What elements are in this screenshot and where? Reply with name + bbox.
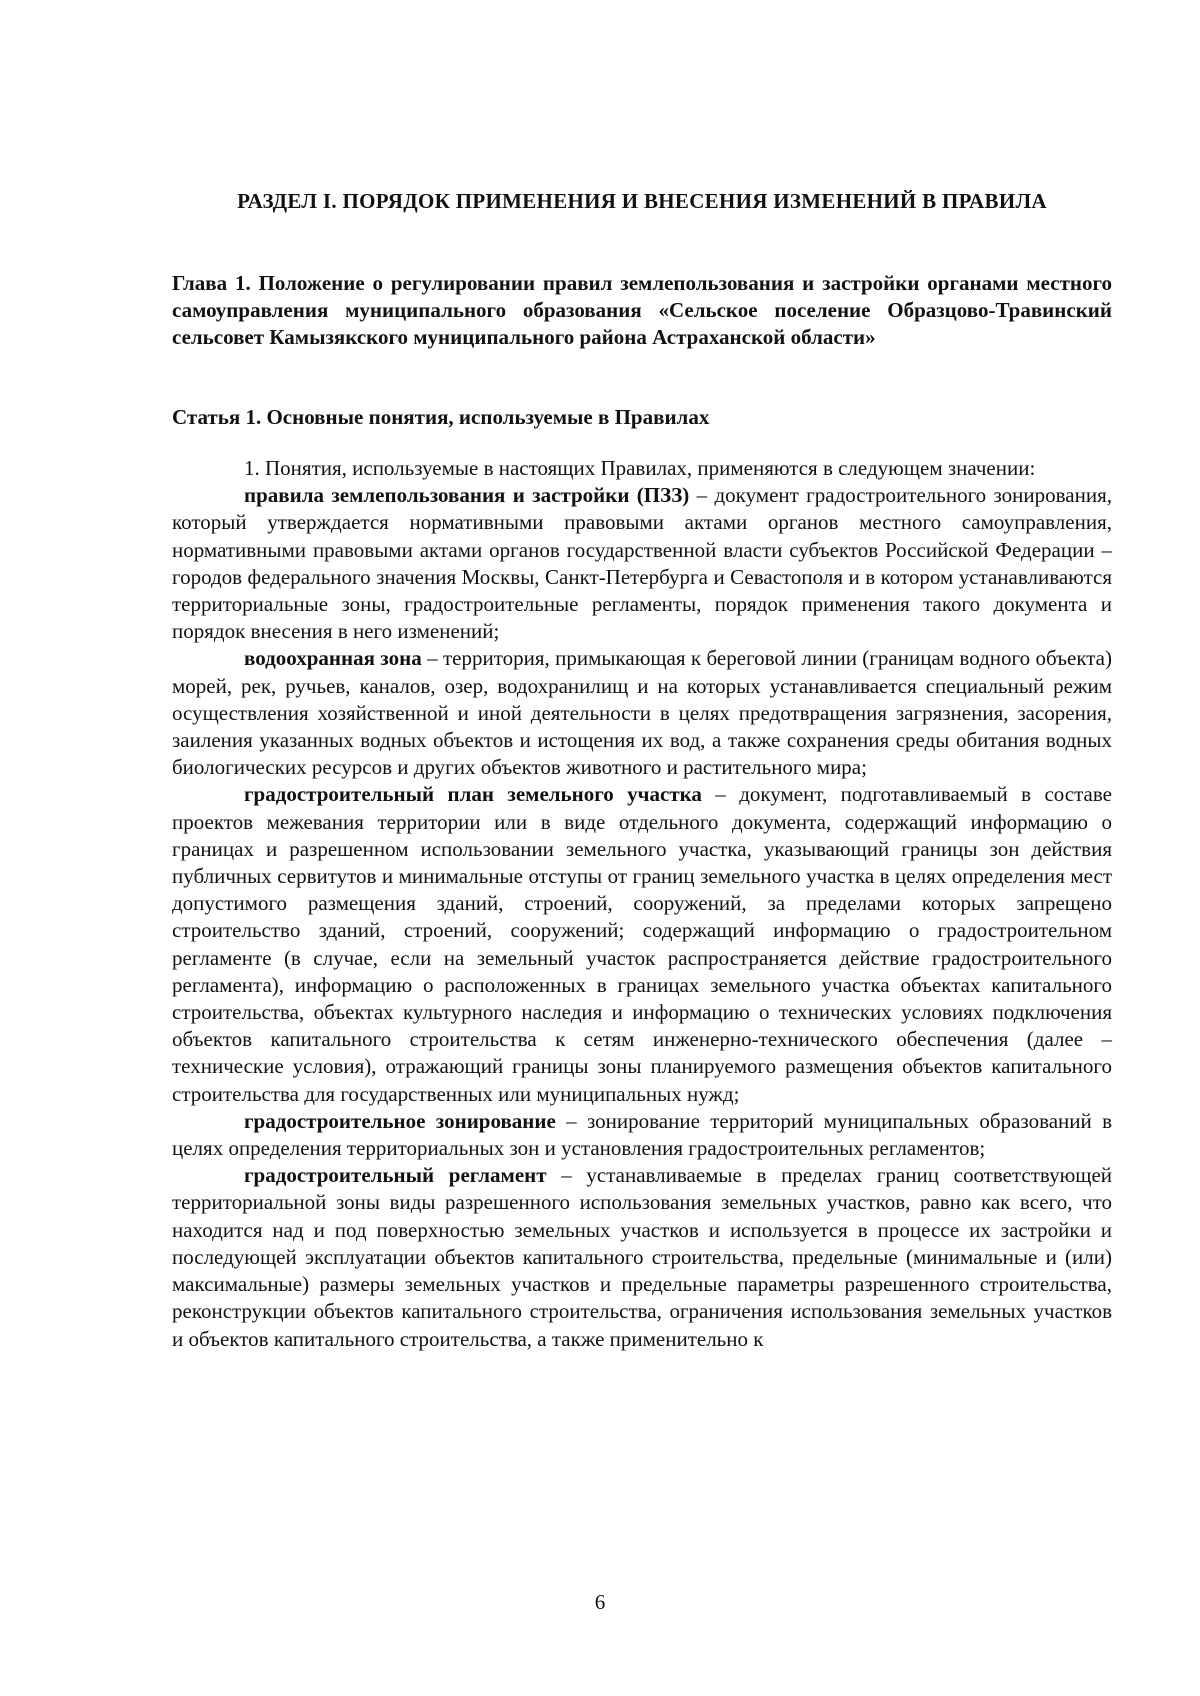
definition-paragraph <box>172 1162 1112 1352</box>
page-number: 6 <box>594 1590 606 1614</box>
section-title: РАЗДЕЛ I. ПОРЯДОК ПРИМЕНЕНИЯ И ВНЕСЕНИЯ ИЗМЕНЕНИЙ В ПРАВИЛА <box>237 189 1047 213</box>
chapter-title: Глава 1. Положение о регулировании правил землепользования и застройки органами местного самоуправления муниципального образования «Сельское поселение Образцово-Травинский сельсовет Камызякского муниципального района Астраханской области» <box>172 271 1112 349</box>
definition-term: водоохранная зона <box>244 646 422 671</box>
definition-paragraph <box>172 1108 1112 1162</box>
article-body <box>172 455 1112 1353</box>
definition-text: – документ, подготавливаемый в составе проектов межевания территории или в виде отдельного документа, содержащий информацию о границах и разрешенном использовании земельного участка, указывающий границы зон действия публичных сервитутов и минимальные отступы от границ земельного участка в целях определения мест допустимого размещения зданий, строений, сооружений, за пределами которых запрещено строительство зданий, строений, сооружений; содержащий информацию о градостроительном регламенте (в случае, если на земельный участок распространяется действие градостроительного регламента), информацию о расположенных в границах земельного участка объектах капитального строительства, объектах культурного наследия и информацию о технических условиях подключения объектов капитального строительства к сетям инженерно-технического обеспечения (далее – технические условия), отражающий границы зоны планируемого размещения объектов капитального строительства для государственных или муниципальных нужд; <box>172 782 1112 1106</box>
definition-paragraph <box>172 781 1112 1107</box>
definition-paragraph <box>172 482 1112 645</box>
definition-text: – территория, примыкающая к береговой линии (границам водного объекта) морей, рек, ручьев, каналов, озер, водохранилищ и на которых устанавливается специальный режим осуществления хозяйственной и иной деятельности в целях предотвращения загрязнения, засорения, заиления указанных водных объектов и истощения их вод, а также сохранения среды обитания водных биологических ресурсов и других объектов животного и растительного мира; <box>172 646 1112 780</box>
definition-paragraph <box>172 645 1112 781</box>
definition-text: – документ градостроительного зонирования, который утверждается нормативными правовыми актами органов местного самоуправления, нормативными правовыми актами органов государственной власти субъектов Российской Федерации – городов федерального значения Москвы, Санкт-Петербурга и Севастополя и в котором устанавливаются территориальные зоны, градостроительные регламенты, порядок применения такого документа и порядок внесения в него изменений; <box>172 483 1112 644</box>
definition-text: – зонирование территорий муниципальных образований в целях определения территориальных зон и установления градостроительных регламентов; <box>172 1108 1112 1161</box>
definition-term: градостроительное зонирование <box>244 1108 556 1133</box>
intro-paragraph: 1. Понятия, используемые в настоящих Правилах, применяются в следующем значении: <box>244 456 1036 480</box>
definition-term: правила землепользования и застройки (ПЗЗ) <box>244 483 690 508</box>
definition-text: – устанавливаемые в пределах границ соответствующей территориальной зоны виды разрешенного использования земельных участков, равно как всего, что находится над и под поверхностью земельных участков и используется в процессе их застройки и последующей эксплуатации объектов капитального строительства, предельные (минимальные и (или) максимальные) размеры земельных участков и предельные параметры разрешенного строительства, реконструкции объектов капитального строительства, ограничения использования земельных участков и объектов капитального строительства, а также применительно к <box>172 1163 1112 1351</box>
definition-term: градостроительный регламент <box>244 1163 547 1188</box>
definition-term: градостроительный план земельного участка <box>244 782 702 807</box>
article-title: Статья 1. Основные понятия, используемые в Правилах <box>172 405 710 429</box>
